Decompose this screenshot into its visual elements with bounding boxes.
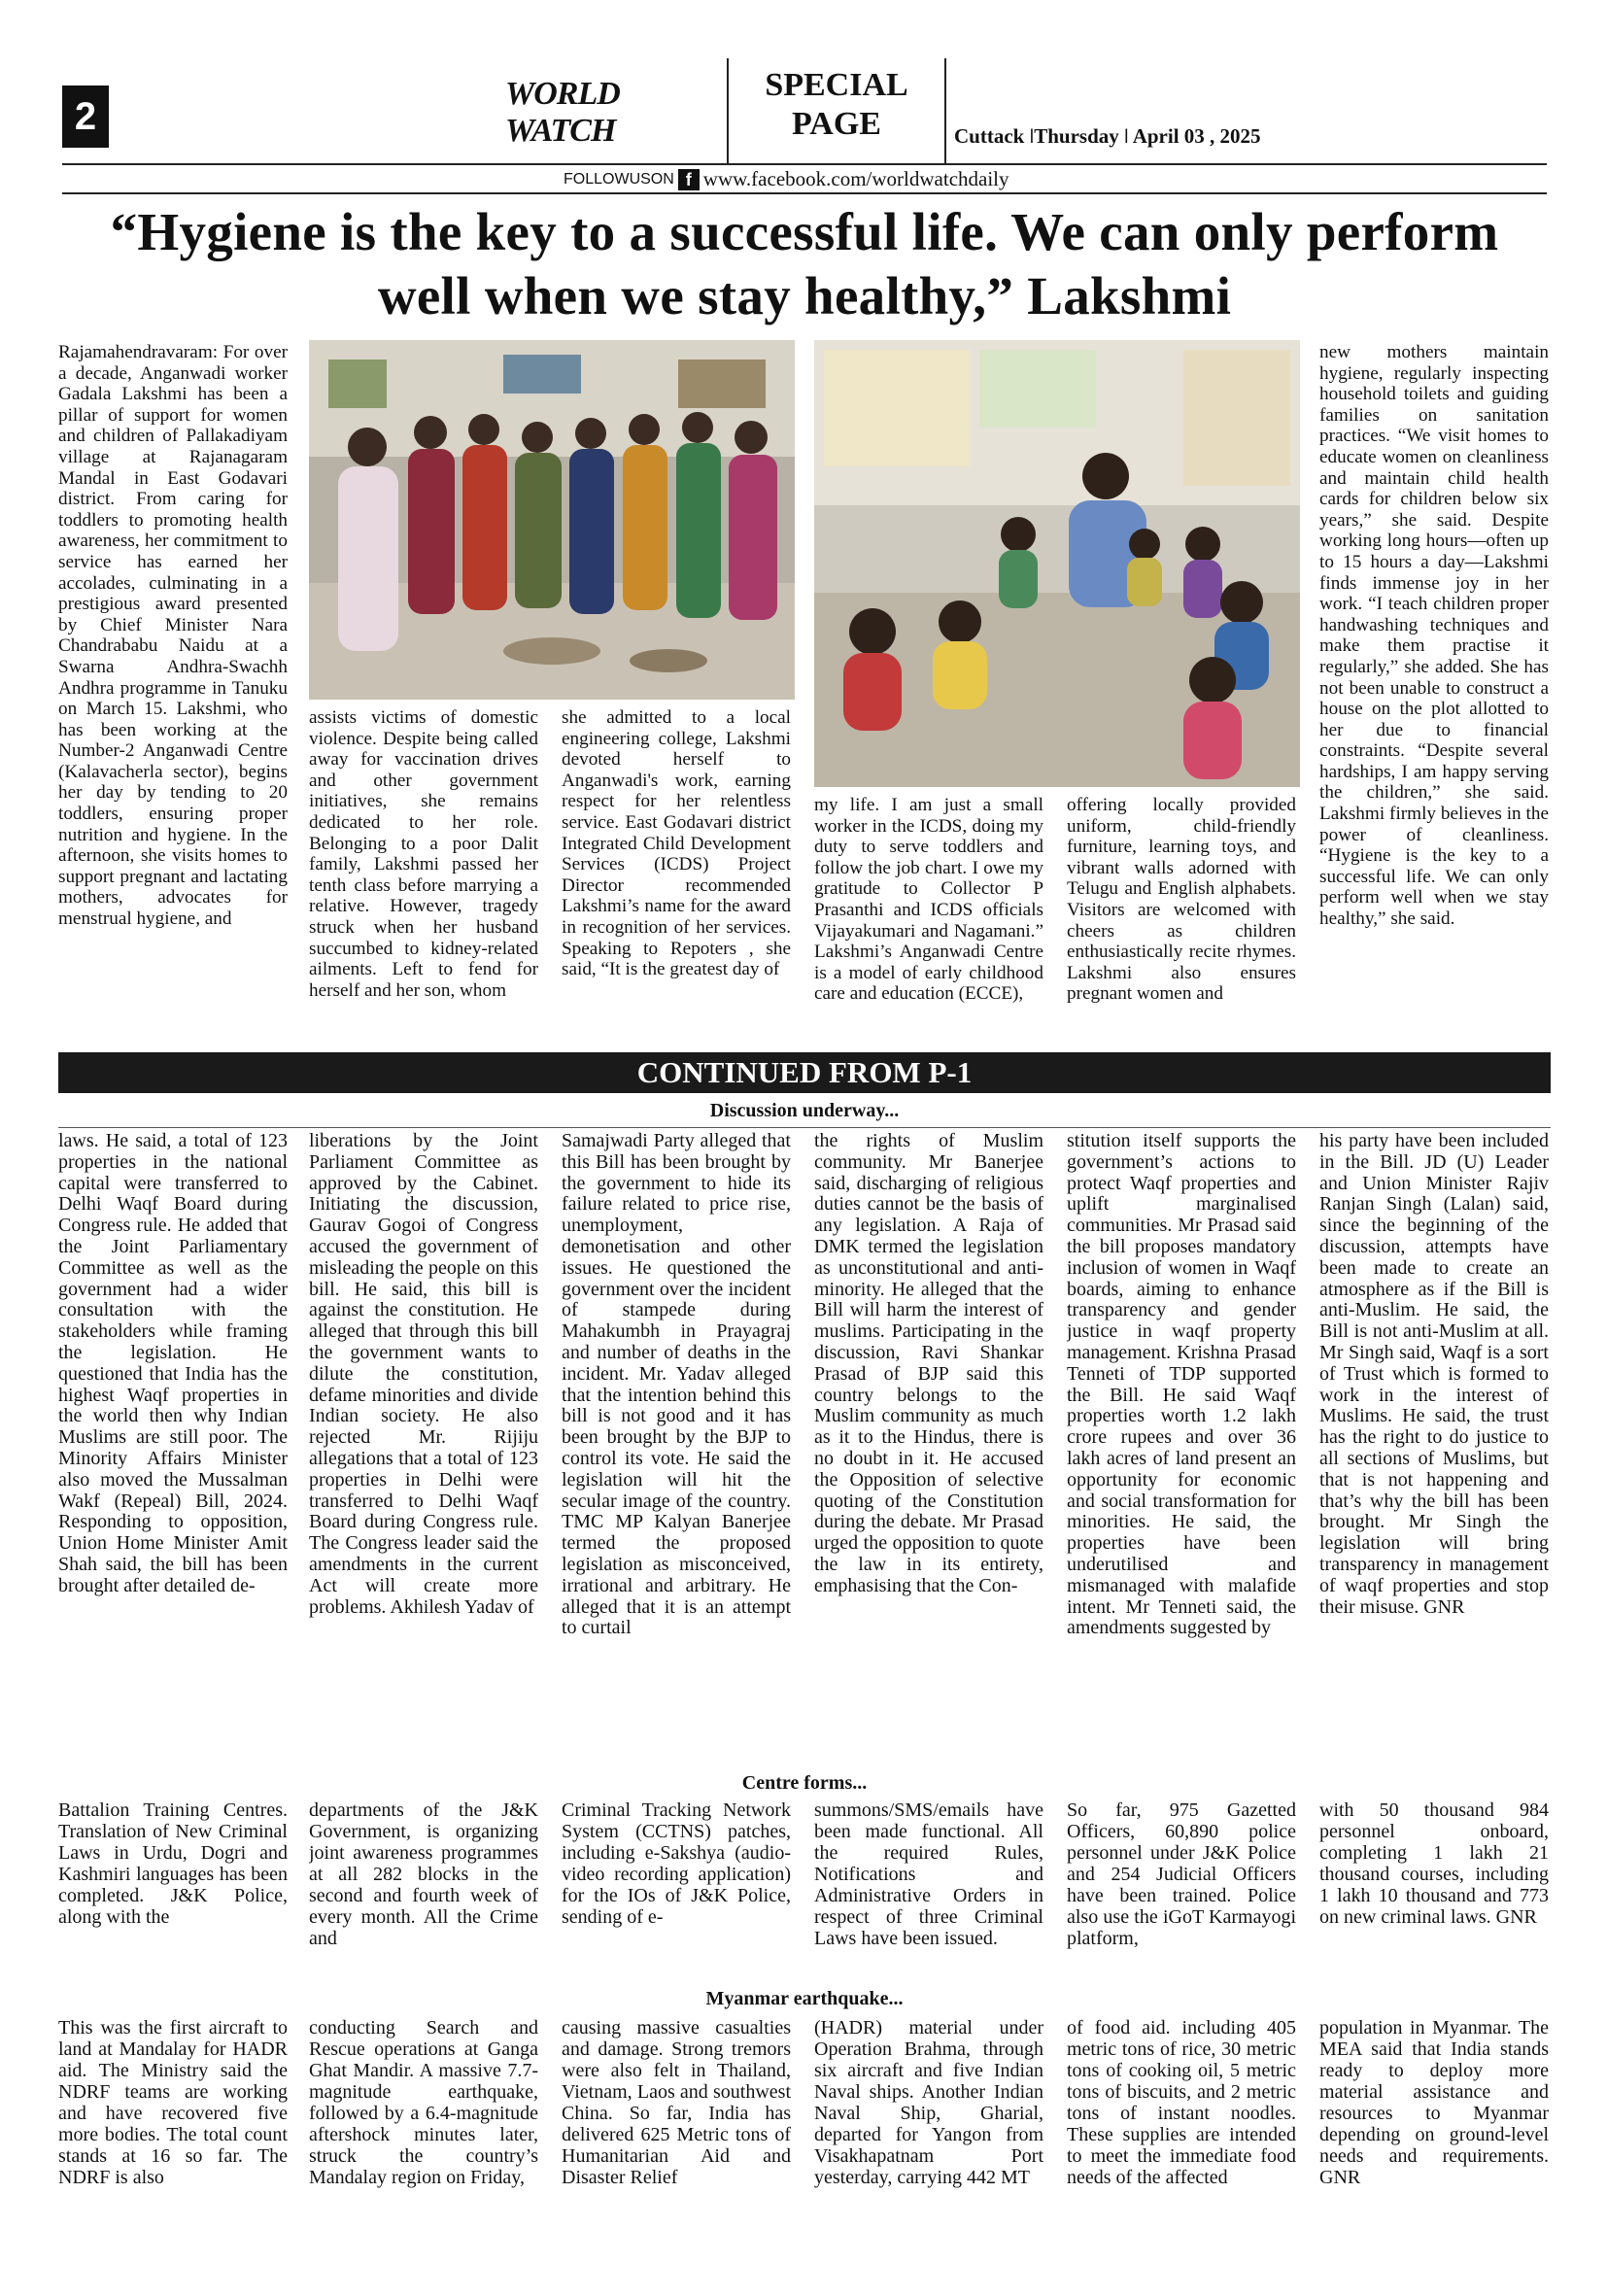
story2-column-1: laws. He said, a total of 123 properties in the national capital were transferred to Delhi Waqf Board during Congress rule. He added that the Joint Parliamentary Committee as well as the government had a wider consultation with the stakeholders while framing the legislation. He questioned that India has the highest Waqf properties in the world then why Indian Muslims are still poor. The Minority Affairs Minister also moved the Mussalman Wakf (Repeal) Bill, 2024. Responding to opposition, Union Home Minister Amit Shah said, the bill has been brought after detailed de-: [58, 1131, 288, 1596]
masthead-rule: [62, 163, 1547, 165]
story4-column-4: (HADR) material under Operation Brahma, through six aircraft and five Indian Naval ships. Another Indian Naval Ship, Gharial, departed for Yangon from Visakhapatnam Port yesterday, carrying 442 MT: [814, 2017, 1043, 2188]
follow-label: FOLLOWUSON: [564, 170, 674, 188]
story4-column-6: population in Myanmar. The MEA said that India stands ready to deploy more material assistance and resources to Myanmar depending on ground-level needs and requirements. GNR: [1319, 2017, 1549, 2188]
headline: “Hygiene is the key to a successful life. We can only perform well when we stay healthy,” Lakshmi: [110, 202, 1499, 326]
section-label: [731, 66, 942, 144]
story1-column-3: she admitted to a local engineering college, Lakshmi devoted herself to Anganwadi's work, earning respect for her relentless service. East Godavari district Integrated Child Development Services (ICDS) Project Director recommended Lakshmi’s name for the award in recognition of her services. Speaking to Repoters , she said, “It is the greatest day of: [562, 707, 791, 980]
photo-anganwadi-children: [814, 340, 1300, 787]
story1-column-1: Rajamahendravaram: For over a decade, Anganwadi worker Gadala Lakshmi has been a pillar of support for women and children of Pallakadiyam village at Rajanagaram Mandal in East Godavari district. From caring for toddlers to promoting health awareness, her commitment to service has earned her accolades, culminating in a prestigious award presented by Chief Minister Nara Chandrababu Naidu at a Swarna Andhra-Swachh Andhra programme in Tanuku on March 15. Lakshmi, who has been working at the Number-2 Anganwadi Centre (Kalavacherla sector), begins her day by tending to 20 toddlers, ensuring proper nutrition and hygiene. In the afternoon, she visits homes to support pregnant and lactating mothers, advocates for menstrual hygiene, and: [58, 342, 288, 930]
story2-title: Discussion underway...: [709, 1100, 900, 1121]
facebook-url[interactable]: www.facebook.com/worldwatchdaily: [702, 167, 1009, 190]
story3-column-4: summons/SMS/emails have been made functional. All the required Rules, Notifications and Administrative Orders in respect of three Criminal Laws have been issued.: [814, 1799, 1043, 1949]
story2-column-3: Samajwadi Party alleged that this Bill has been brought by the government to hide its failure related to price rise, unemployment, demonetisation and other issues. He questioned the government over the incident of stampede during Mahakumbh in Prayagraj and number of deaths in the incident. Mr. Yadav alleged that the intention behind this bill is not good and it has been brought by the BJP to control its vote. He said the legislation will hit the secular image of the country. TMC MP Kalyan Banerjee termed the proposed legislation as misconceived, irrational and arbitrary. He alleged that it is an attempt to curtail: [562, 1131, 791, 1639]
dateline: Cuttack ǀThursday ǀ April 03 , 2025: [954, 124, 1261, 148]
story3-column-6: with 50 thousand 984 personnel onboard, completing 1 lakh 21 thousand courses, including 1 lakh 10 thousand and 773 on new criminal laws. GNR: [1319, 1799, 1549, 1928]
story3-column-5: So far, 975 Gazetted Officers, 60,890 police personnel under J&K Police and 254 Judicial Officers have been trained. Police also use the iGoT Karmayogi platform,: [1067, 1799, 1296, 1949]
story3-column-1: Battalion Training Centres. Translation of New Criminal Laws in Urdu, Dogri and Kashmiri languages has been completed. J&K Police, along with the: [58, 1799, 288, 1928]
story2-column-4: the rights of Muslim community. Mr Banerjee said, discharging of religious duties cannot be the basis of any legislation. A Raja of DMK termed the legislation as unconstitutional and anti-minority. He alleged that the Bill will harm the interest of muslims. Participating in the discussion, Ravi Shankar Prasad of BJP said this country belongs to the Muslim community as much as it to the Hindus, there is no doubt in it. He accused the Opposition of selective quoting of the Constitution during the debate. Mr Prasad urged the opposition to quote the law in its entirety, emphasising that the Con-: [814, 1131, 1043, 1596]
masthead-divider: [944, 58, 946, 163]
story-divider: [58, 1127, 1551, 1128]
story2-column-6: his party have been included in the Bill. JD (U) Leader and Union Minister Rajiv Ranjan Singh (Lalan) said, since the beginning of the discussion, attempts have been made to create an atmosphere as if the Bill is anti-Muslim. He said, the Bill is not anti-Muslim at all. Mr Singh said, Waqf is a sort of Trust which is formed to work in the interest of Muslims. He said, the trust has the right to do justice to all sections of Muslims, but that is not happening and that’s why the bill has been brought. Mr Singh the legislation will bring transparency in management of waqf properties and stop their misuse. GNR: [1319, 1131, 1549, 1618]
story4-column-2: conducting Search and Rescue operations at Ganga Ghat Mandir. A massive 7.7-magnitude earthquake, followed by a 6.4-magnitude aftershock minutes later, struck the country’s Mandalay region on Friday,: [309, 2017, 538, 2188]
masthead-rule: [62, 192, 1547, 194]
section-label-line-2: PAGE: [792, 106, 881, 142]
story4-column-3: causing massive casualties and damage. Strong tremors were also felt in Thailand, Vietnam, Laos and southwest China. So far, India has delivered 625 Metric tons of Humanitarian Aid and Disaster Relief: [562, 2017, 791, 2188]
story1-column-2: assists victims of domestic violence. Despite being called away for vaccination drives and other government initiatives, she remains dedicated to her role. Belonging to a poor Dalit family, Lakshmi passed her tenth class before marrying a relative. However, tragedy struck when her husband succumbed to kidney-related ailments. Left to fend for herself and her son, whom: [309, 707, 538, 1001]
story1-column-4: my life. I am just a small worker in the ICDS, doing my duty to serve toddlers and follow the job chart. I owe my gratitude to Collector P Prasanthi and ICDS officials Vijayakumari and Nagamani.” Lakshmi’s Anganwadi Centre is a model of early childhood care and education (ECCE),: [814, 795, 1043, 1005]
facebook-icon: f: [678, 169, 700, 190]
story3-column-2: departments of the J&K Government, is organizing joint awareness programmes at all 282 blocks in the second and fourth week of every month. All the Crime and: [309, 1799, 538, 1949]
page-number: 2: [62, 86, 109, 148]
story3-title: Centre forms...: [741, 1772, 868, 1794]
story3-column-3: Criminal Tracking Network System (CCTNS) patches, including e-Sakshya (audio-video recording application) for the IOs of J&K Police, sending of e-: [562, 1799, 791, 1928]
story4-column-1: This was the first aircraft to land at Mandalay for HADR aid. The Ministry said the NDRF teams are working and have recovered five more bodies. The total count stands at 16 so far. The NDRF is also: [58, 2017, 288, 2188]
newspaper-logo: WORLD WATCH: [505, 76, 620, 149]
story1-column-6: new mothers maintain hygiene, regularly inspecting household toilets and guiding families on sanitation practices. “We visit homes to educate women on cleanliness and maintain child health cards for children below six years,” she said. Despite working long hours—often up to 15 hours a day—Lakshmi finds immense joy in her work. “I teach children proper handwashing techniques and make them practise it regularly,” she added. She has not been unable to construct a house on the plot allotted to her due to financial constraints. “Despite several hardships, I am happy serving the children,” she said. Lakshmi firmly believes in the power of cleanliness. “Hygiene is the key to a successful life. We can only perform well when we stay healthy,” she said.: [1319, 342, 1549, 930]
story4-column-5: of food aid. including 405 metric tons of rice, 30 metric tons of cooking oil, 5 metric tons of biscuits, and 2 metric tons of instant noodles. These supplies are intended to meet the immediate food needs of the affected: [1067, 2017, 1296, 2188]
follow-us-bar: [564, 167, 1009, 191]
story2-column-2: liberations by the Joint Parliament Committee as approved by the Cabinet. Initiating the discussion, Gaurav Gogoi of Congress accused the government of misleading the people on this bill. He said, this bill is against the constitution. He alleged that through this bill the government wants to dilute the constitution, defame minorities and divide Indian society. He also rejected Mr. Rijiju allegations that a total of 123 properties in Delhi were transferred to Delhi Waqf Board during Congress rule. The Congress leader said the amendments in the current Act will create more problems. Akhilesh Yadav of: [309, 1131, 538, 1618]
section-label-line-1: SPECIAL: [765, 67, 908, 103]
story4-title: Myanmar earthquake...: [705, 1988, 904, 2009]
story2-column-5: stitution itself supports the government’s actions to protect Waqf properties and uplift marginalised communities. Mr Prasad said the bill proposes mandatory inclusion of women in Waqf boards, aiming to enhance transparency and gender justice in waqf property management. Krishna Prasad Tenneti of TDP supported the Bill. He said Waqf properties worth 1.2 lakh crore rupees and over 36 lakh acres of land present an opportunity for economic and social transformation for minorities. He said, the properties have been underutilised and mismanaged with malafide intent. Mr Tenneti said, the amendments suggested by: [1067, 1131, 1296, 1639]
continued-banner: CONTINUED FROM P-1: [58, 1052, 1551, 1093]
masthead-divider: [727, 58, 729, 163]
photo-women-award: [309, 340, 795, 700]
story1-column-5: offering locally provided uniform, child-friendly furniture, learning toys, and vibrant walls adorned with Telugu and English alphabets. Visitors are welcomed with cheers as children enthusiastically recite rhymes. Lakshmi also ensures pregnant women and: [1067, 795, 1296, 1005]
